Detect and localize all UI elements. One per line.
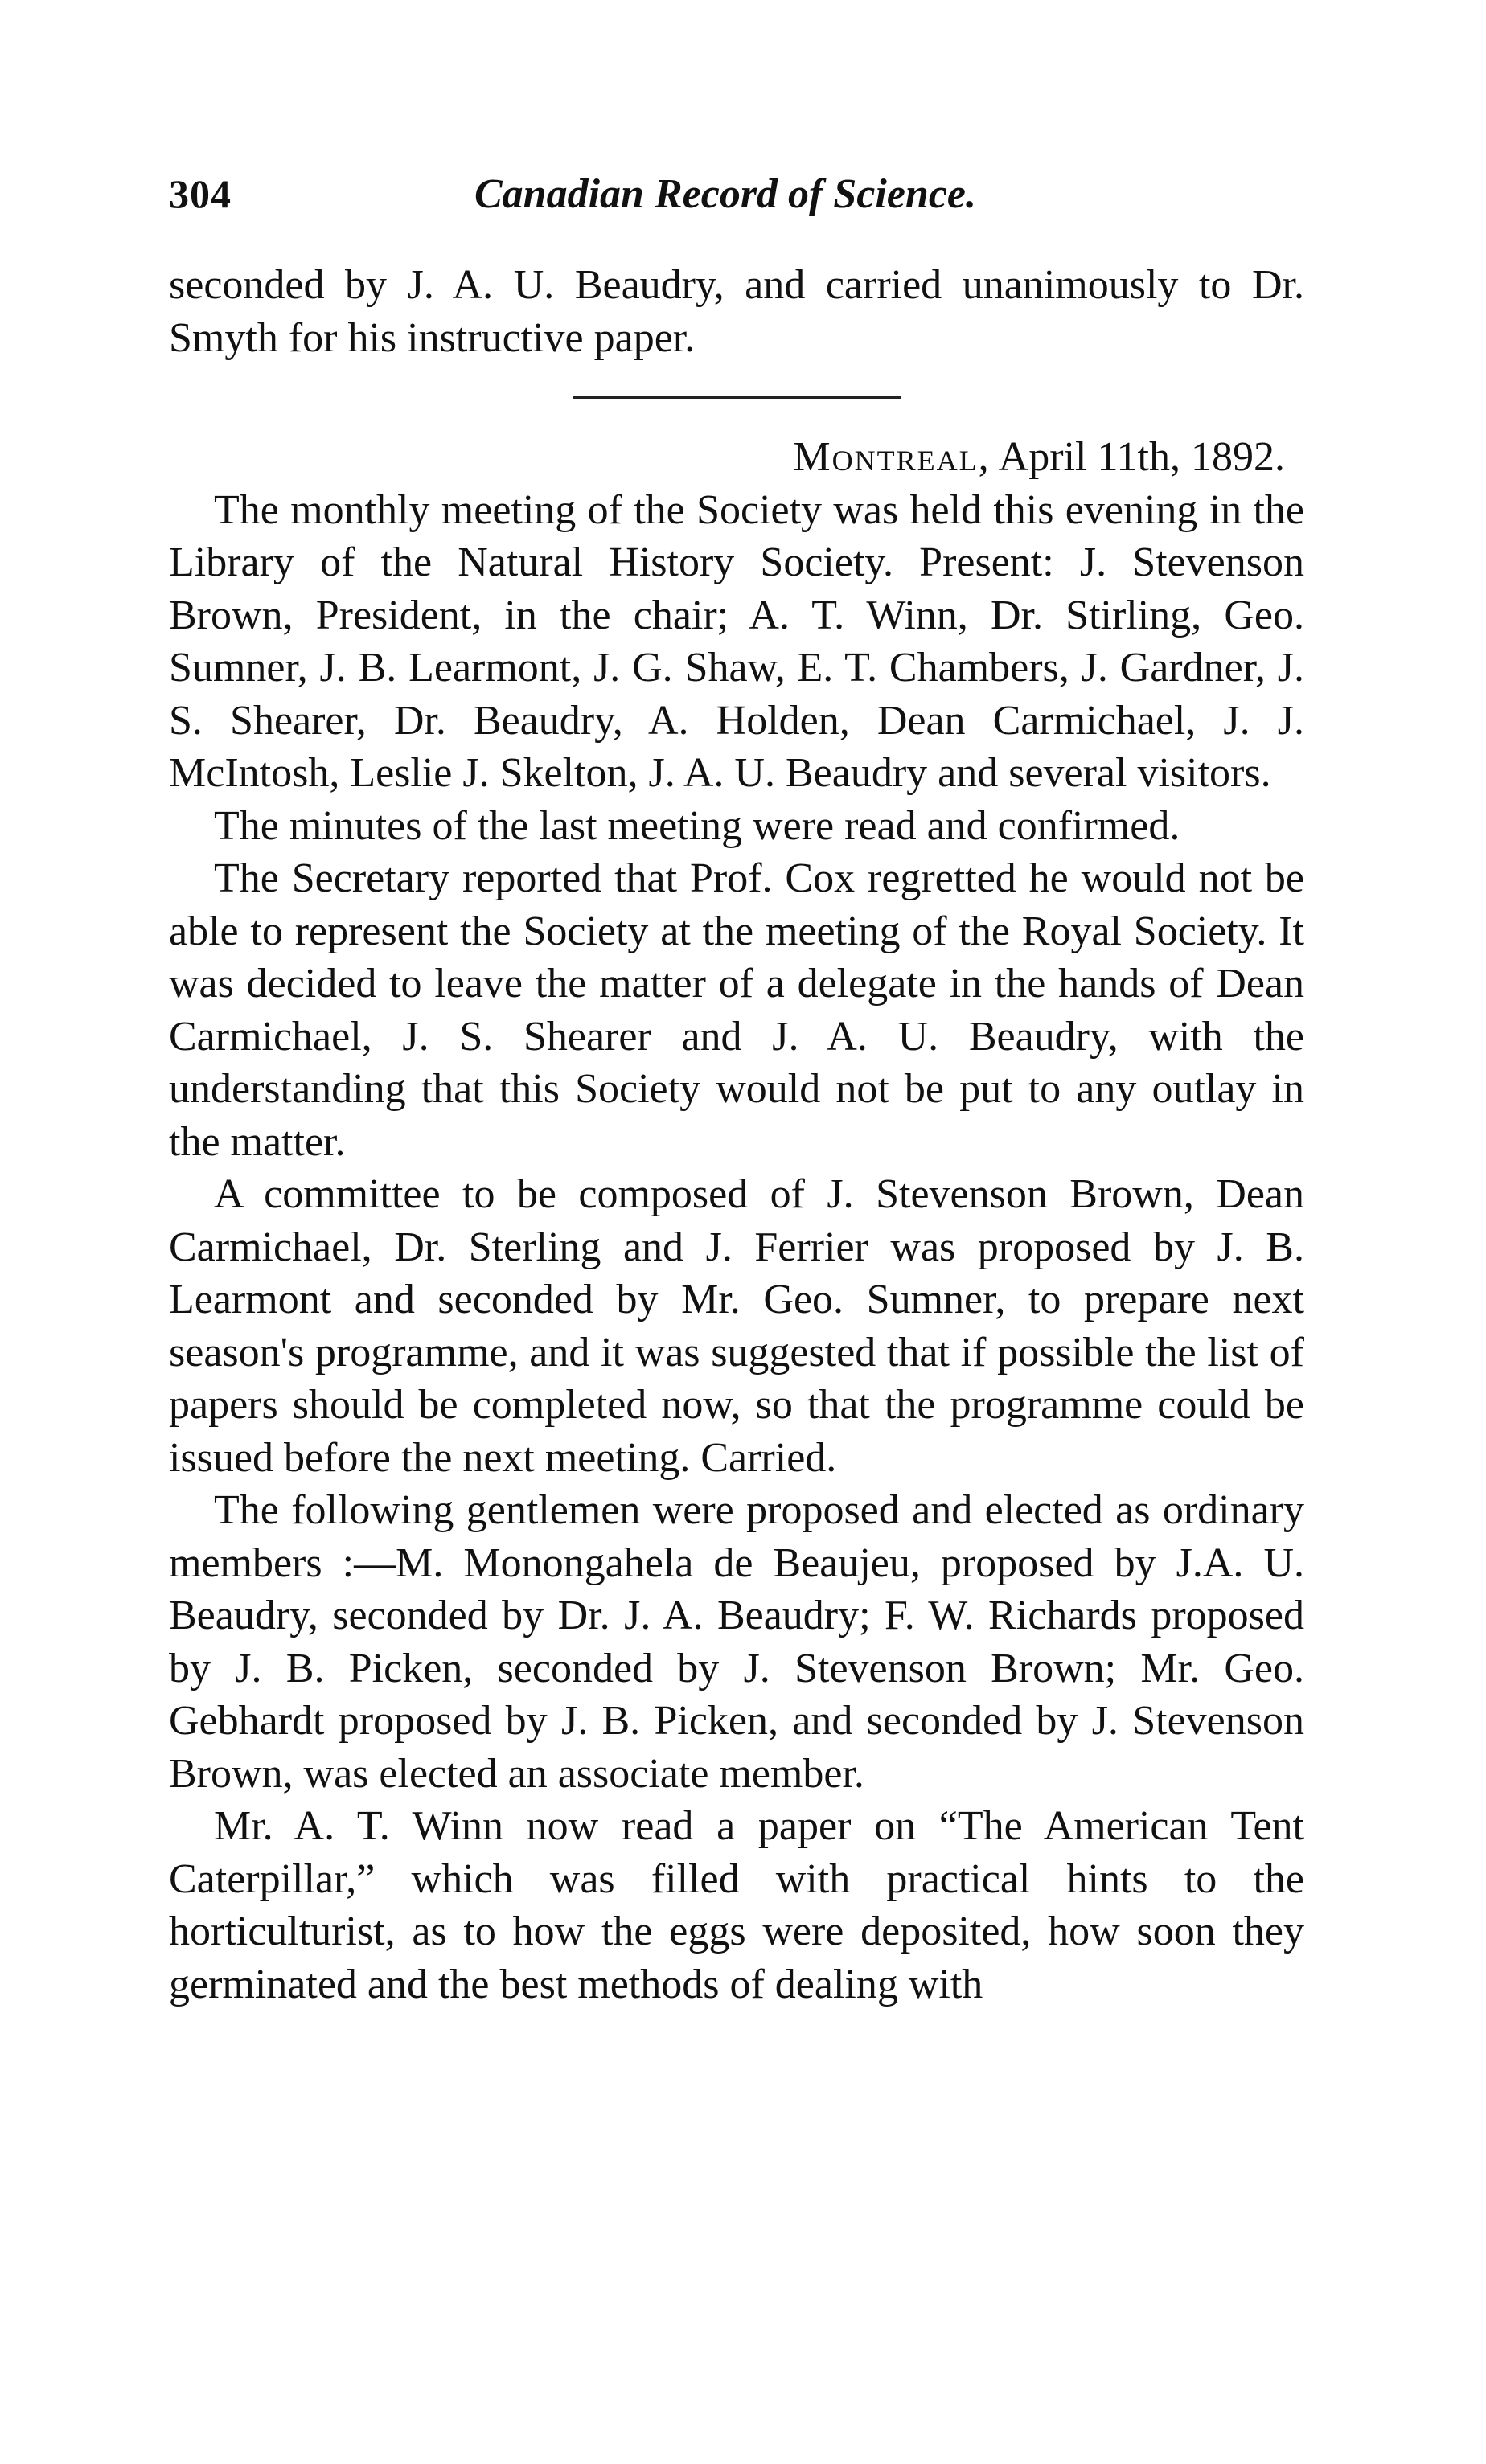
dateline-city: Montreal, <box>793 434 991 480</box>
paragraph-secretary-report: The Secretary reported that Prof. Cox regretted he would not be able to represent the Society at the meeting of the Royal Society. It was decided to leave the matter of a delegate in the hands of Dean Carmichael, J. S. Shearer and J. A. U. Beaudry, with the understanding that this Society would not be put to any outlay in the matter. <box>169 855 1304 1165</box>
page-header <box>169 170 1311 227</box>
paragraph-attendance: The monthly meeting of the Society was held this evening in the Library of the Natural History Society. Present: J. Stevenson Brown, President, in the chair; A. T. Winn, Dr. Stirling, Geo. Sumner, J. B. Learmont, J. G. Shaw, E. T. Chambers, J. Gardner, J. S. Shearer, Dr. Beaudry, A. Holden, Dean Carmichael, J. J. McIntosh, Leslie J. Skelton, J. A. U. Beaudry and several visitors. <box>169 486 1304 796</box>
body-text <box>169 259 1304 2011</box>
running-title: Canadian Record of Science. <box>474 171 976 217</box>
paragraph-new-members: The following gentlemen were proposed and elected as ordinary members :—M. Monongahela de Beaujeu, proposed by J.A. U. Beaudry, seconded by Dr. J. A. Beaudry; F. W. Richards proposed by J. B. Picken, seconded by J. Stevenson Brown; Mr. Geo. Gebhardt proposed by J. B. Picken, and seconded by J. Stevenson Brown, was elected an associate member. <box>169 1487 1304 1797</box>
paragraph-committee: A committee to be composed of J. Stevenson Brown, Dean Carmichael, Dr. Sterling and J. Ferrier was proposed by J. B. Learmont and seconded by Mr. Geo. Sumner, to prepare next season's programme, and it was suggested that if possible the list of papers should be completed now, so that the programme could be issued before the next meeting. Carried. <box>169 1171 1304 1481</box>
dateline <box>169 431 1304 484</box>
dateline-date: April 11th, 1892. <box>990 434 1285 480</box>
continuation-paragraph: seconded by J. A. U. Beaudry, and carried unanimously to Dr. Smyth for his instructive paper. <box>169 262 1304 361</box>
paragraph-paper-reading: Mr. A. T. Winn now read a paper on “The American Tent Caterpillar,” which was filled with practical hints to the horticulturist, as to how the eggs were deposited, how soon they germinated and the best methods of dealing with <box>169 1803 1304 2007</box>
page-number: 304 <box>169 171 232 216</box>
paragraph-minutes: The minutes of the last meeting were read and confirmed. <box>214 802 1180 849</box>
section-divider <box>573 396 901 399</box>
